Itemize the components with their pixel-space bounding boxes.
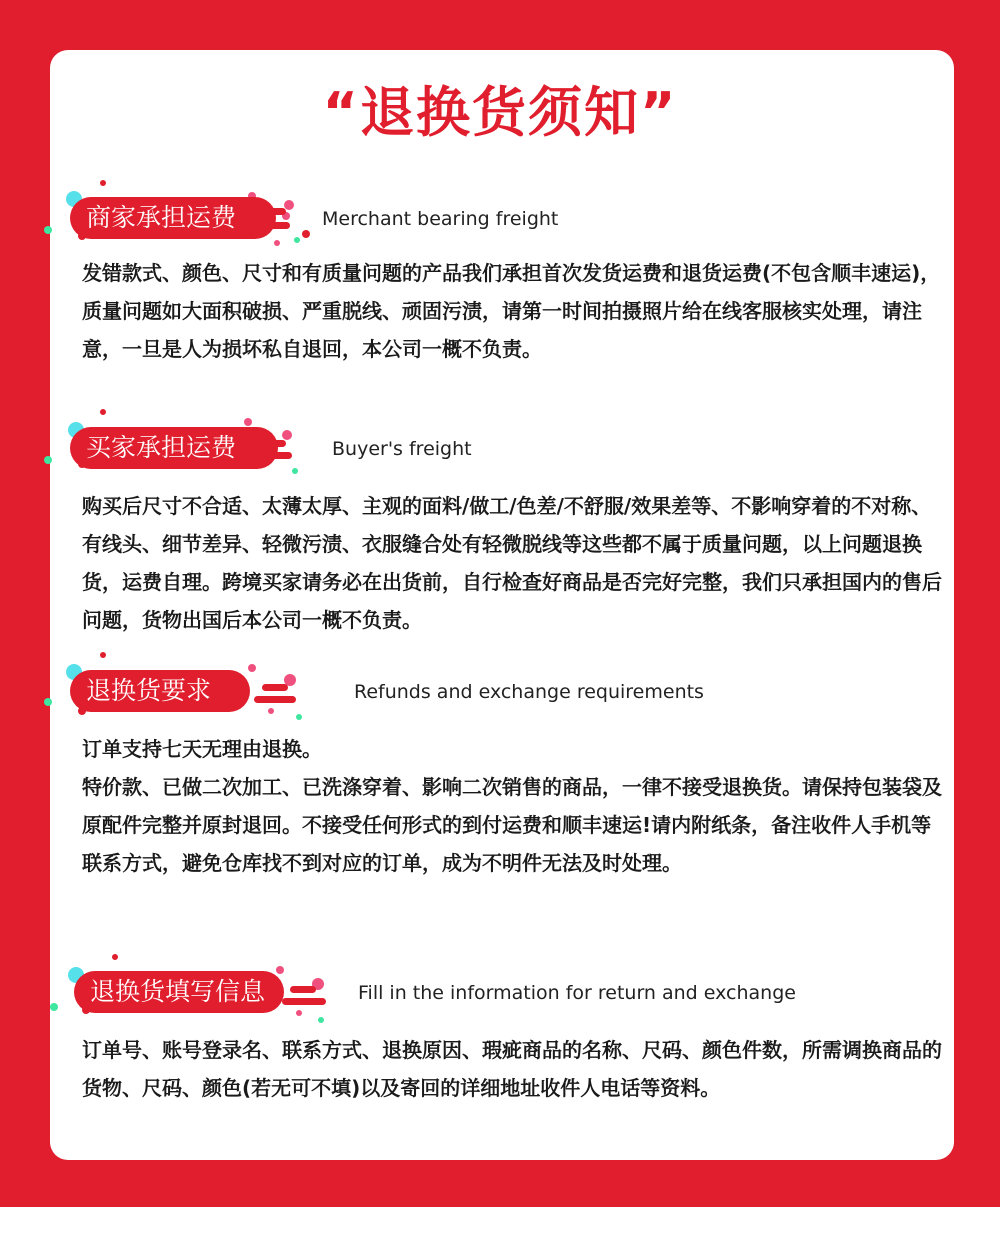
section-paragraph: 发错款式、颜色、尺寸和有质量问题的产品我们承担首次发货运费和退货运费(不包含顺丰速运)，质量问题如大面积破损、严重脱线、顽固污渍，请第一时间拍摄照片给在线客服核实处理，请注意，一旦是人为损坏私自退回，本公司一概不负责。 xyxy=(82,261,941,361)
section-paragraph: 订单号、账号登录名、联系方式、退换原因、瑕疵商品的名称、尺码、颜色件数，所需调换商品的货物、尺码、颜色(若无可不填)以及寄回的详细地址收件人电话等资料。 xyxy=(82,1038,942,1100)
section-subtitle: Buyer's freight xyxy=(332,438,472,460)
section-subtitle: Refunds and exchange requirements xyxy=(354,681,704,703)
section-subtitle: Fill in the information for return and exchange xyxy=(358,982,796,1004)
section-badge: 买家承担运费 xyxy=(70,427,278,469)
section-badge: 商家承担运费 xyxy=(70,197,276,239)
section-badge: 退换货填写信息 xyxy=(74,971,284,1013)
section-badge: 退换货要求 xyxy=(70,670,250,712)
section-paragraph: 特价款、已做二次加工、已洗涤穿着、影响二次销售的商品，一律不接受退换货。请保持包装袋及原配件完整并原封退回。不接受任何形式的到付运费和顺丰速运!请内附纸条，备注收件人手机等联系方式，避免仓库找不到对应的订单，成为不明件无法及时处理。 xyxy=(82,775,942,875)
section-subtitle: Merchant bearing freight xyxy=(322,208,559,230)
page-title: “退换货须知” xyxy=(322,81,678,144)
section-paragraph: 订单支持七天无理由退换。 xyxy=(82,737,322,761)
section-paragraph: 购买后尺寸不合适、太薄太厚、主观的面料/做工/色差/不舒服/效果差等、不影响穿着的不对称、有线头、细节差异、轻微污渍、衣服缝合处有轻微脱线等这些都不属于质量问题，以上问题退换货，运费自理。跨境买家请务必在出货前，自行检查好商品是否完好完整，我们只承担国内的售后问题，货物出国后本公司一概不负责。 xyxy=(82,494,942,632)
